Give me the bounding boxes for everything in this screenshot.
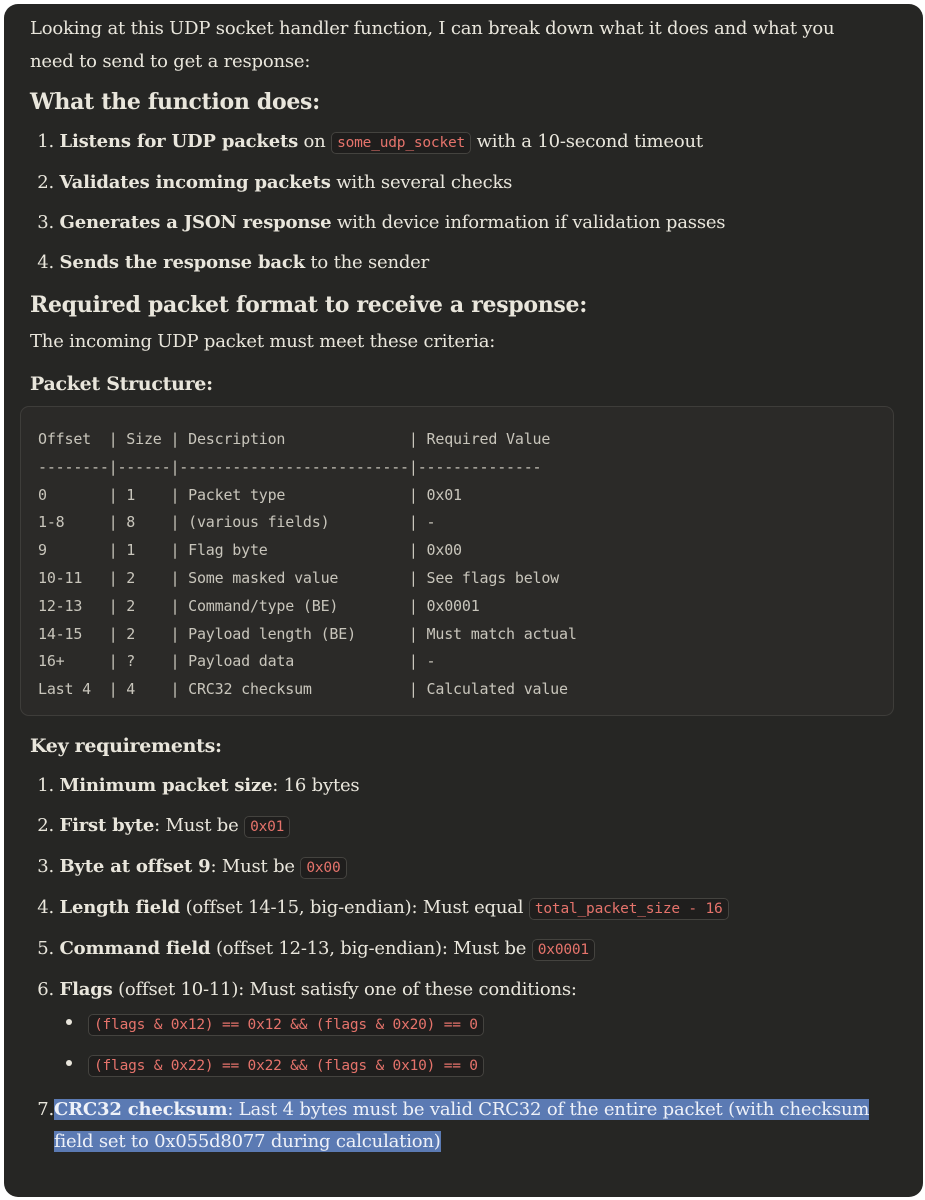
list-item: 6. Flags (offset 10-11): Must satisfy one of these conditions:	[37, 979, 577, 1000]
heading-required-packet-format: Required packet format to receive a response:	[30, 292, 588, 318]
list-item: 2. Validates incoming packets with several checks	[37, 172, 513, 193]
inline-code: (flags & 0x12) == 0x12 && (flags & 0x20) == 0	[88, 1014, 484, 1036]
list-item: 1. Listens for UDP packets on some_udp_socket with a 10-second timeout	[37, 131, 703, 152]
inline-code: some_udp_socket	[331, 132, 471, 154]
list-item: 5. Command field (offset 12-13, big-endian): Must be 0x0001	[30, 929, 900, 970]
list-item: 1. Minimum packet size: 16 bytes	[37, 775, 360, 796]
list-item: 4. Length field (offset 14-15, big-endian): Must equal total_packet_size - 16	[30, 888, 900, 929]
packet-structure-table: Offset | Size | Description | Required Value --------|------|--------------------------|-------------- 0 | 1 | Packet type | 0x01 1-8 | 8 | (various fields) | - 9 | 1 | Flag byte | 0x00 10-11 | 2 | Some masked value | See flags below 12-13 | 2 | Command/type (BE) | 0x0001 14-15 | 2 | Payload length (BE) | Must match actual 16+ | ? | Payload data | - Last 4 | 4 | CRC32 checksum | Calculated value	[38, 430, 577, 699]
list-item	[66, 1004, 900, 1045]
assistant-response	[30, 12, 900, 1158]
inline-code: 0x01	[244, 816, 290, 838]
key-requirements-list	[30, 766, 900, 1010]
list-item	[66, 1045, 900, 1086]
list-item: 3. Generates a JSON response with device information if validation passes	[37, 212, 726, 233]
inline-code: (flags & 0x22) == 0x22 && (flags & 0x10) == 0	[88, 1055, 484, 1077]
heading-key-requirements: Key requirements:	[30, 735, 222, 757]
intro-paragraph: Looking at this UDP socket handler function, I can break down what it does and what you need to send to get a response:	[30, 18, 835, 72]
heading-what-function-does: What the function does:	[30, 89, 320, 115]
inline-code: 0x00	[300, 857, 346, 879]
heading-packet-structure: Packet Structure:	[30, 373, 213, 395]
list-item: 4. Sends the response back to the sender	[37, 252, 430, 273]
list-item: 3. Byte at offset 9: Must be 0x00	[30, 847, 900, 888]
flag-conditions-list	[30, 1004, 900, 1086]
packet-structure-code-block[interactable]	[20, 406, 894, 716]
inline-code: 0x0001	[532, 939, 595, 961]
bullet-icon	[66, 1060, 72, 1066]
list-item-crc32: 7. CRC32 checksum: Last 4 bytes must be valid CRC32 of the entire packet (with checksum field set to 0x055d8077 during calculation)	[37, 1099, 870, 1152]
chat-message-panel	[4, 4, 923, 1197]
selected-text[interactable]: CRC32 checksum: Last 4 bytes must be valid CRC32 of the entire packet (with checksum field set to 0x055d8077 during calculation)	[54, 1099, 870, 1152]
criteria-paragraph: The incoming UDP packet must meet these criteria:	[30, 331, 496, 352]
bullet-icon	[66, 1019, 72, 1025]
function-steps-list	[30, 122, 900, 283]
inline-code: total_packet_size - 16	[529, 898, 729, 920]
list-item: 2. First byte: Must be 0x01	[30, 806, 900, 847]
